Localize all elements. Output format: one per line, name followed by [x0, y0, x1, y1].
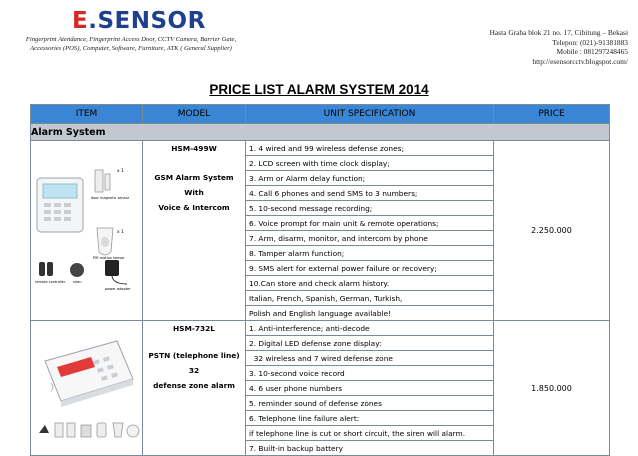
spec-line: 3. 10-second voice record [246, 366, 494, 381]
table-row [31, 321, 610, 336]
spec-line: 9. SMS alert for external power failure or recovery; [246, 261, 494, 276]
product-image-cell [31, 321, 143, 456]
company-address [408, 28, 628, 67]
column-header-price: PRICE [494, 105, 610, 124]
spec-line: 7. Built-in backup battery [246, 441, 494, 456]
model-description: PSTN (telephone line) 32 [148, 351, 240, 375]
spec-line: if telephone line is cut or short circuit, the siren will alarm. [246, 426, 494, 441]
mobile-line: Mobile : 081297248465 [556, 47, 628, 57]
product-image-cell [31, 141, 143, 321]
model-description: defense zone alarm [153, 381, 235, 390]
spec-line: 5. reminder sound of defense zones [246, 396, 494, 411]
spec-line: 2. Digital LED defense zone display: [246, 336, 494, 351]
company-tagline: Fingerprint Atendance, Fingerprint Access Door, CCTV Camera, Barrier Gate, Accessories (POS), Computer, Software, Furniture, ATK ( General Supplier) [25, 36, 237, 53]
spec-line: 7. Arm, disarm, monitor, and intercom by phone [246, 231, 494, 246]
table-row [31, 141, 610, 156]
product-image-hsm499w [31, 156, 145, 306]
price-cell: 1.850.000 [494, 321, 610, 456]
section-title: Alarm System [31, 124, 610, 141]
address-line: Hasta Graha blok 21 no. 17, Cibitung – Bekasi [489, 28, 628, 37]
model-description: Voice & Intercom [158, 203, 230, 212]
spec-line: 4. Call 6 phones and send SMS to 3 numbers; [246, 186, 494, 201]
model-description: With [184, 188, 204, 197]
model-code: HSM-732L [172, 324, 216, 333]
spec-line: 6. Telephone line failure alert: [246, 411, 494, 426]
spec-line: 1. Anti-interference; anti-decode [246, 321, 494, 336]
page-title: PRICE LIST ALARM SYSTEM 2014 [209, 82, 429, 97]
model-cell [143, 141, 246, 321]
column-header-spec: UNIT SPECIFICATION [246, 105, 494, 124]
phone-line: Telepon: (021)-91381883 [552, 37, 628, 47]
image-label: PIR motion sensor [93, 255, 125, 260]
column-header-model: MODEL [143, 105, 246, 124]
model-code: HSM-499W [171, 144, 217, 153]
image-label: door magnetic sensor [91, 195, 130, 200]
website-link[interactable]: http://esensorcctv.blogspot.com/ [532, 57, 628, 67]
spec-line: 5. 10-second message recording; [246, 201, 494, 216]
company-logo: E.SENSOR [72, 8, 206, 34]
product-image-hsm732l [31, 327, 145, 449]
spec-line: 32 wireless and 7 wired defense zone [246, 351, 494, 366]
table-header-row [31, 105, 610, 124]
image-label: siren [73, 279, 82, 284]
price-cell: 2.250.000 [494, 141, 610, 321]
spec-line: Italian, French, Spanish, German, Turkish, [246, 291, 494, 306]
spec-line: 4. 6 user phone numbers [246, 381, 494, 396]
image-label: x 1 [117, 168, 124, 174]
section-row [31, 124, 610, 141]
column-header-item: ITEM [31, 105, 143, 124]
spec-line: 2. LCD screen with time clock display; [246, 156, 494, 171]
spec-line: 8. Tamper alarm function; [246, 246, 494, 261]
image-label: remote controller [35, 279, 66, 284]
spec-line: 1. 4 wired and 99 wireless defense zones; [246, 141, 494, 156]
model-cell [143, 321, 246, 456]
spec-line: Polish and English language available! [246, 306, 494, 321]
spec-line: 10.Can store and check alarm history. [246, 276, 494, 291]
model-description: GSM Alarm System [154, 173, 234, 182]
price-table [30, 104, 610, 456]
spec-line: 3. Arm or Alarm delay function; [246, 171, 494, 186]
image-label: power adapter [105, 286, 131, 291]
letterhead [0, 0, 638, 78]
spec-line: 6. Voice prompt for main unit & remote operations; [246, 216, 494, 231]
image-label: x 1 [117, 229, 124, 235]
